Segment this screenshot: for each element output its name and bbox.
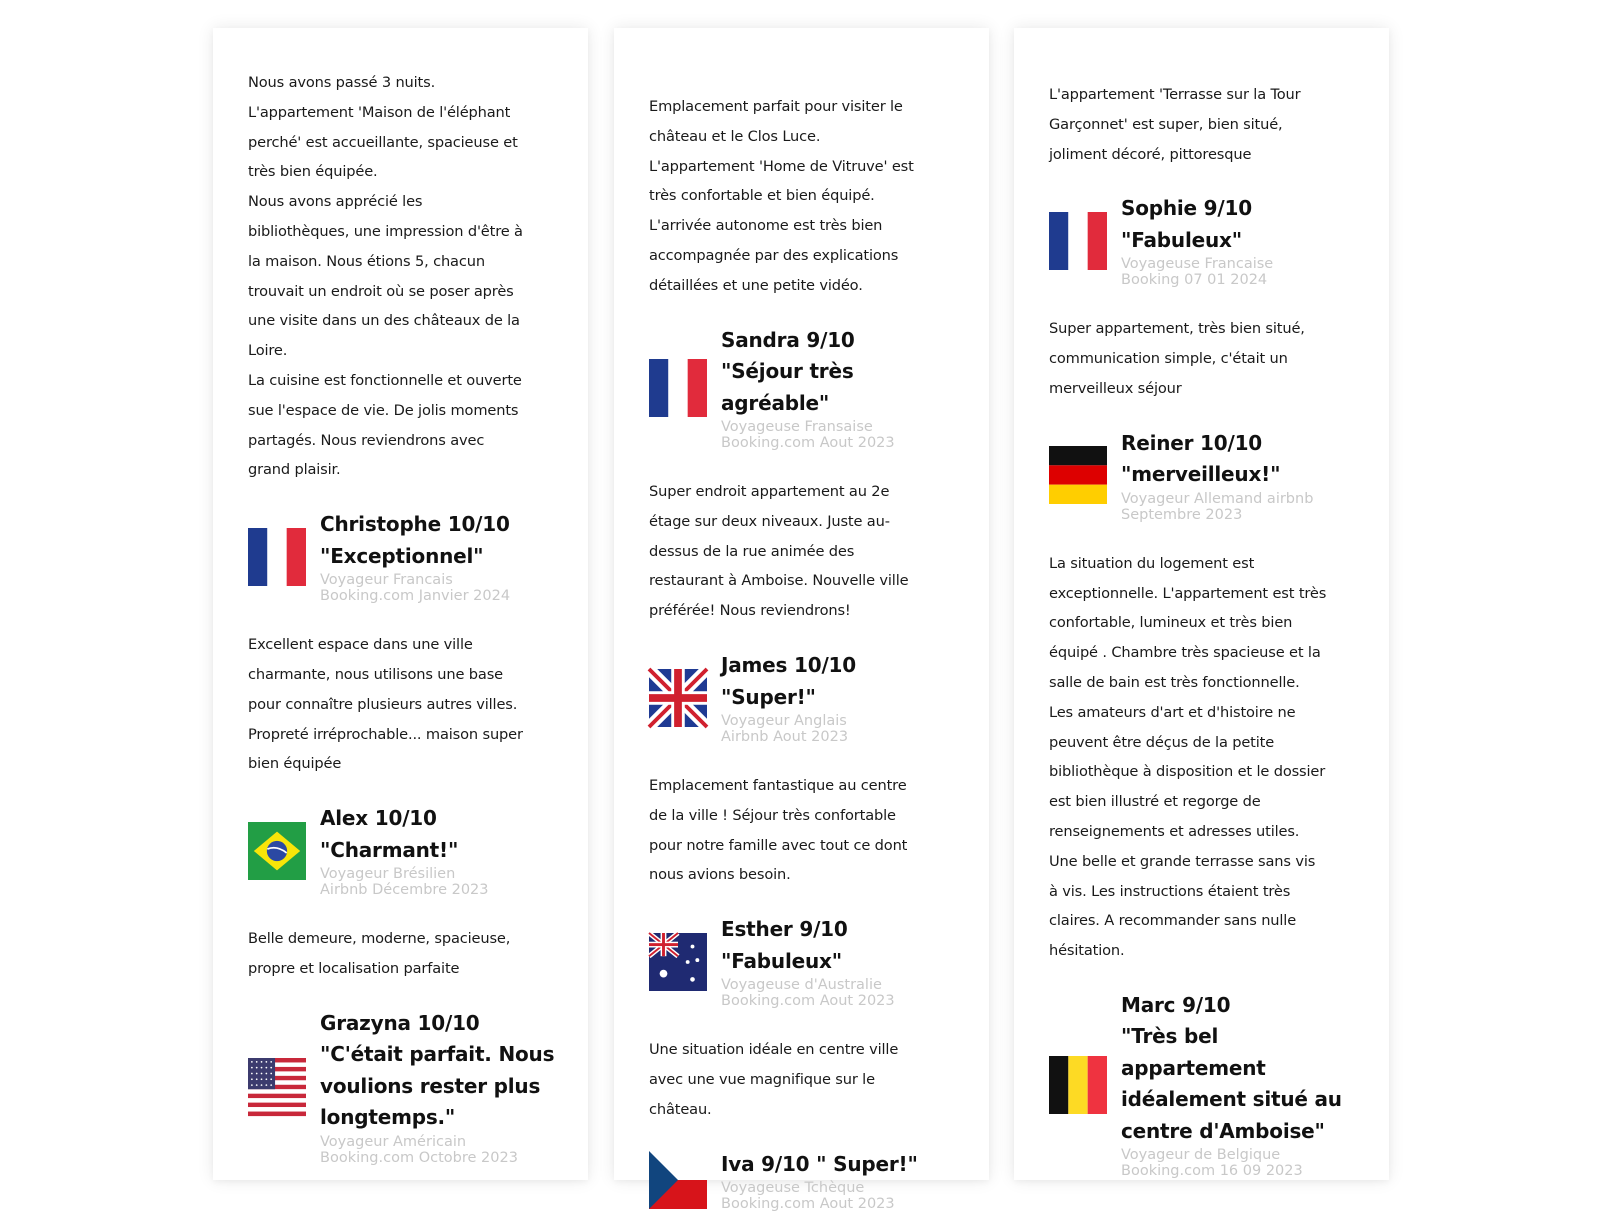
flag-germany-icon — [1049, 446, 1107, 504]
reviewer-heading-line: Christophe 10/10 — [320, 512, 510, 537]
reviewer-heading-line: "merveilleux!" — [1121, 462, 1281, 487]
review-text — [248, 630, 555, 779]
reviewer-meta-line: Voyageuse Fransaise — [721, 419, 873, 436]
reviewer-meta-line: Booking.com 16 09 2023 — [1121, 1163, 1303, 1180]
reviewer-heading — [320, 1008, 555, 1134]
review-text-line: pour notre famille avec tout ce dont — [649, 836, 908, 854]
review-text-line: Super endroit appartement au 2e — [649, 483, 890, 501]
reviewer-info — [320, 1008, 555, 1166]
review-text-line: trouvait un endroit où se poser après — [248, 282, 514, 300]
review-text-line: L'appartement 'Home de Vitruve' est — [649, 157, 914, 175]
reviewer — [1049, 428, 1356, 523]
reviewer-meta-line: Booking.com Aout 2023 — [721, 1196, 895, 1212]
review-text-line: merveilleux séjour — [1049, 379, 1182, 397]
flag-france-icon — [1049, 212, 1107, 270]
reviewer-info — [320, 509, 555, 604]
reviewer-heading — [320, 803, 555, 866]
review-text-line: Emplacement fantastique au centre — [649, 777, 907, 795]
review-column-2 — [614, 28, 989, 1212]
reviewer-heading-line: James 10/10 "Super!" — [721, 653, 856, 709]
reviewer-meta-line: Voyageur Anglais — [721, 713, 847, 730]
reviewer-info — [320, 803, 555, 898]
reviewer-meta-line: Voyageur Américain — [320, 1133, 467, 1150]
flag-brazil-icon — [248, 822, 306, 880]
reviewer-heading-line: Esther 9/10 — [721, 917, 848, 942]
reviewer-heading-line: idéalement situé au — [1121, 1087, 1342, 1112]
flag-france-icon — [248, 528, 306, 586]
review-text-line: joliment décoré, pittoresque — [1049, 145, 1252, 163]
review-text-line: La cuisine est fonctionnelle et ouverte — [248, 371, 522, 389]
review-text-line: L'appartement 'Terrasse sur la Tour — [1049, 86, 1301, 103]
review-text-line: pour connaître plusieurs autres villes. — [248, 695, 518, 713]
flag-usa-icon — [248, 1058, 306, 1116]
review-text-line: bien équipée — [248, 755, 342, 773]
flag-france-icon — [649, 359, 707, 417]
review-text — [248, 924, 555, 984]
reviewer-meta — [721, 1180, 956, 1212]
reviewer-heading-line: "Fabuleux" — [721, 948, 842, 973]
review-text — [1049, 80, 1356, 169]
review-text-line: très bien équipée. — [248, 163, 378, 181]
reviewer-info — [721, 650, 956, 745]
review-text-line: Nous avons apprécié les — [248, 193, 423, 211]
reviewer-heading-line: Marc 9/10 — [1121, 992, 1231, 1017]
flag-australia-icon — [649, 933, 707, 991]
reviewer-meta — [320, 866, 555, 898]
reviewer-heading-line: Grazyna 10/10 — [320, 1010, 480, 1035]
reviewer-meta — [1121, 256, 1356, 288]
review-text-line: étage sur deux niveaux. Juste au- — [649, 512, 890, 530]
review-text-line: propre et localisation parfaite — [248, 959, 460, 977]
review-text-line: Emplacement parfait pour visiter le — [649, 98, 903, 115]
review-text-line: confortable, lumineux et très bien — [1049, 614, 1293, 632]
reviewer — [649, 325, 956, 452]
reviewer-meta-line: Voyageur Brésilien — [320, 866, 456, 883]
review-text — [649, 771, 956, 890]
reviewer — [248, 803, 555, 898]
review-text-line: de la ville ! Séjour très confortable — [649, 806, 896, 824]
reviewer-heading — [721, 914, 956, 977]
reviewer-heading — [721, 325, 956, 420]
review-text — [1049, 549, 1356, 966]
reviewer-meta — [721, 713, 956, 745]
review-text-line: renseignements et adresses utiles. — [1049, 822, 1300, 840]
reviewer — [248, 1008, 555, 1166]
reviewer — [649, 914, 956, 1009]
reviewer-info — [721, 325, 956, 452]
reviewer-heading-line: "Exceptionnel" — [320, 543, 484, 568]
reviewer-meta-line: Voyageur Allemand airbnb — [1121, 490, 1314, 507]
review-text-line: peuvent être déçus de la petite — [1049, 733, 1275, 751]
review-text-line: Belle demeure, moderne, spacieuse, — [248, 930, 511, 948]
review-text-line: hésitation. — [1049, 942, 1125, 960]
review-text-line: charmante, nous utilisons une base — [248, 665, 503, 683]
reviewer-meta-line: Booking 07 01 2024 — [1121, 272, 1268, 289]
reviewer-meta — [1121, 491, 1356, 523]
review-text-line: salle de bain est très fonctionnelle. — [1049, 673, 1300, 691]
review-text-line: sue l'espace de vie. De jolis moments — [248, 401, 519, 419]
review-text — [649, 477, 956, 626]
review-text-line: Une belle et grande terrasse sans vis — [1049, 852, 1316, 870]
review-text-line: exceptionnelle. L'appartement est très — [1049, 584, 1327, 602]
review-text — [649, 1035, 956, 1124]
reviewer-heading-line: Alex 10/10 — [320, 806, 437, 831]
reviewer-meta-line: Airbnb Aout 2023 — [721, 729, 849, 746]
review-text-line: perché' est accueillante, spacieuse et — [248, 133, 518, 151]
review-text-line: La situation du logement est — [1049, 554, 1255, 572]
review-text — [1049, 314, 1356, 403]
review-text-line: Les amateurs d'art et d'histoire ne — [1049, 703, 1296, 721]
reviewer-meta — [721, 977, 956, 1009]
reviewer-meta — [320, 572, 555, 604]
flag-belgium-icon — [1049, 1056, 1107, 1114]
reviewer-meta-line: Booking.com Janvier 2024 — [320, 588, 511, 605]
reviewer-heading-line: "Charmant!" — [320, 837, 459, 862]
reviewer-info — [721, 914, 956, 1009]
review-text-line: Super appartement, très bien situé, — [1049, 320, 1305, 338]
reviewer-meta-line: Voyageuse Tchèque — [721, 1180, 865, 1197]
reviewer-heading-line: Sandra 9/10 — [721, 327, 855, 352]
reviewer-meta-line: Voyageur de Belgique — [1121, 1147, 1281, 1164]
reviewer-info — [1121, 428, 1356, 523]
reviewer — [248, 509, 555, 604]
reviewer — [1049, 193, 1356, 288]
review-text — [649, 92, 956, 301]
review-column-3 — [1014, 28, 1389, 1180]
review-text-line: est bien illustré et regorge de — [1049, 793, 1261, 811]
review-text-line: claires. A recommander sans nulle — [1049, 912, 1297, 930]
reviewer-heading — [1121, 990, 1356, 1148]
review-text-line: château et le Clos Luce. — [649, 127, 821, 145]
reviewer — [649, 1149, 956, 1212]
reviewer-info — [721, 1149, 956, 1212]
reviewer-heading-line: "Fabuleux" — [1121, 227, 1242, 252]
review-text-line: grand plaisir. — [248, 461, 341, 479]
review-text-line: une visite dans un des châteaux de la — [248, 312, 520, 330]
review-text-line: Loire. — [248, 342, 288, 360]
reviewer-heading-line: Sophie 9/10 — [1121, 196, 1252, 221]
reviewer-meta-line: Voyageuse d'Australie — [721, 977, 882, 994]
reviewer-heading — [1121, 193, 1356, 256]
review-text-line: Propreté irréprochable... maison super — [248, 725, 523, 743]
review-text-line: Garçonnet' est super, bien situé, — [1049, 115, 1283, 133]
reviewer-heading-line: Reiner 10/10 — [1121, 430, 1263, 455]
review-text-line: accompagnée par des explications — [649, 246, 899, 264]
reviewer — [1049, 990, 1356, 1180]
reviewer-meta-line: Voyageuse Francaise — [1121, 256, 1274, 273]
reviewer-meta — [721, 419, 956, 451]
reviewer-meta-line: Airbnb Décembre 2023 — [320, 882, 489, 899]
reviewer-heading-line: "C'était parfait. Nous — [320, 1042, 555, 1067]
reviewer-meta-line: Booking.com Octobre 2023 — [320, 1149, 518, 1166]
review-text-line: L'appartement 'Maison de l'éléphant — [248, 103, 511, 121]
reviewer — [649, 650, 956, 745]
review-text-line: avec une vue magnifique sur le — [649, 1071, 875, 1089]
review-text-line: bibliothèque à disposition et le dossier — [1049, 763, 1326, 781]
reviewer-heading-line: "Très bel appartement — [1121, 1024, 1266, 1080]
review-text-line: bibliothèques, une impression d'être à — [248, 222, 523, 240]
reviewer-heading — [1121, 428, 1356, 491]
reviewer-heading — [320, 509, 555, 572]
review-text — [248, 68, 555, 485]
reviewer-meta-line: Voyageur Francais — [320, 572, 453, 589]
review-text-line: Nous avons passé 3 nuits. — [248, 74, 436, 91]
reviewer-meta — [1121, 1147, 1356, 1179]
review-text-line: restaurant à Amboise. Nouvelle ville — [649, 572, 909, 590]
review-text-line: à vis. Les instructions étaient très — [1049, 882, 1291, 900]
review-text-line: Une situation idéale en centre ville — [649, 1041, 899, 1059]
reviewer-info — [1121, 990, 1356, 1180]
review-text-line: partagés. Nous reviendrons avec — [248, 431, 485, 449]
reviewer-info — [1121, 193, 1356, 288]
reviewer-heading-line: Iva 9/10 " Super!" — [721, 1151, 918, 1176]
reviewer-heading-line: voulions rester plus — [320, 1073, 541, 1098]
reviewer-heading — [721, 1149, 956, 1181]
reviewer-meta-line: Booking.com Aout 2023 — [721, 993, 895, 1010]
reviewer-meta-line: Septembre 2023 — [1121, 506, 1243, 523]
review-text-line: L'arrivée autonome est très bien — [649, 217, 883, 235]
reviewer-meta-line: Booking.com Aout 2023 — [721, 435, 895, 452]
reviewer-meta — [320, 1134, 555, 1166]
review-text-line: nous avions besoin. — [649, 866, 791, 884]
flag-uk-icon — [649, 669, 707, 727]
flag-czech-icon — [649, 1151, 707, 1209]
review-column-1 — [213, 28, 588, 1180]
review-text-line: la maison. Nous étions 5, chacun — [248, 252, 485, 270]
review-text-line: dessus de la rue animée des — [649, 542, 855, 560]
reviewer-heading-line: centre d'Amboise" — [1121, 1118, 1325, 1143]
review-text-line: préférée! Nous reviendrons! — [649, 602, 851, 620]
review-text-line: communication simple, c'était un — [1049, 350, 1288, 368]
reviewer-heading-line: longtemps." — [320, 1105, 456, 1130]
review-text-line: château. — [649, 1100, 712, 1118]
review-text-line: Excellent espace dans une ville — [248, 636, 473, 654]
review-text-line: très confortable et bien équipé. — [649, 187, 875, 205]
review-text-line: détaillées et une petite vidéo. — [649, 276, 863, 294]
reviewer-heading-line: "Séjour très agréable" — [721, 359, 854, 415]
review-text-line: équipé . Chambre très spacieuse et la — [1049, 644, 1321, 662]
reviewer-heading — [721, 650, 956, 713]
